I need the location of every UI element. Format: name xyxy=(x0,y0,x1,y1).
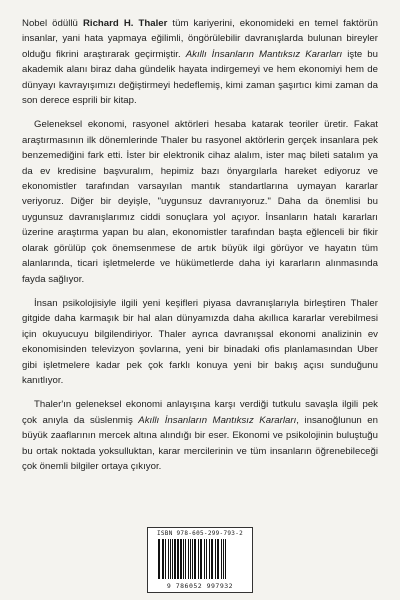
barcode-bar xyxy=(165,539,166,579)
barcode-bar xyxy=(206,539,207,579)
barcode-bar xyxy=(158,539,160,579)
book-title: Akıllı İnsanların Mantıksız Kararları xyxy=(138,414,297,426)
text-run: Nobel ödüllü xyxy=(22,18,83,29)
book-title: Akıllı İnsanların Mantıksız Kararları xyxy=(185,48,343,60)
barcode-number: 9 786052 997932 xyxy=(166,582,234,590)
barcode-bar xyxy=(223,539,224,579)
barcode-bar xyxy=(209,539,210,579)
barcode-bar xyxy=(188,539,189,579)
barcode-block xyxy=(147,527,253,593)
isbn-label: ISBN 978-605-299-793-2 xyxy=(156,530,244,537)
barcode-bar xyxy=(200,539,202,579)
barcode-bar xyxy=(215,539,216,579)
paragraph xyxy=(22,16,378,108)
barcode-bar xyxy=(180,539,182,579)
text-run: İnsan psikolojisiyle ilgili yeni keşifleri piyasa davranışlarıyla birleştiren Thaler gitgide daha karmaşık bir hal alan dünyamızda daha akıllıca kararlar verebilmesi için okuyucuyu bilgilendiriyor. Thaler ayrıca davranışsal ekonomi analizinin ev ekonomisinden televizyon şovlarına, yeni bir binadaki ofis planlamasından Uber gibi işletmelere kadar pek çok farklı konuya yeni bir bakış açısı sunduğunu kanıtlıyor. xyxy=(22,297,378,386)
paragraph xyxy=(22,397,378,474)
barcode-icon xyxy=(158,539,244,579)
blurb-text xyxy=(22,16,378,474)
barcode-bar xyxy=(198,539,199,579)
paragraph xyxy=(22,117,378,286)
barcode-bar xyxy=(190,539,191,579)
barcode-bar xyxy=(194,539,196,579)
barcode-bar xyxy=(225,539,226,579)
barcode-bar xyxy=(170,539,171,579)
barcode-bar xyxy=(204,539,205,579)
barcode-bar xyxy=(192,539,193,579)
text-run: Thaler'ın geleneksel ekonomi anlayışına karşı verdiği tutkulu savaşla ilgili pek çok anıyla da süslenmiş xyxy=(22,399,378,426)
barcode-bar xyxy=(183,539,184,579)
barcode-bar xyxy=(211,539,213,579)
paragraph xyxy=(22,296,378,388)
barcode-bar xyxy=(162,539,164,579)
barcode-bar xyxy=(217,539,219,579)
barcode-bar xyxy=(168,539,169,579)
text-run: , insanoğlunun en büyük zaaflarının mercek altına alındığı bir eser. Ekonomi ve psikolojinin buluştuğu bu ortak noktada yoksulluktan, karar mercilerinin ve tüm insanların öğrenebileceği çok önemli bilgiler ortaya çıkıyor. xyxy=(22,414,378,472)
barcode-bar xyxy=(172,539,173,579)
barcode-bar xyxy=(185,539,186,579)
barcode-bar xyxy=(221,539,222,579)
text-run: tüm kariyerini, ekonomideki en temel faktörün insanlar, yani hata yapmaya eğilimli, öngörülebilir davranışlarda bulunan bireyler olduğu fikrini araştırarak geçirmiştir. xyxy=(22,18,378,60)
text-run: Geleneksel ekonomi, rasyonel aktörleri hesaba katarak teoriler üretir. Fakat araştırmasının ilk dönemlerinde Thaler bu rasyonel aktörlerin gerçek insanlara pek benzemediğini fark etti. İster bir elektronik cihaz alalım, ister maç bileti satalım ya da ev kredisine başvuralım, hepimiz bazı önyargılarla hareket ediyoruz ve ekonomistler tarafından varsayılan mantık standartlarına uymayan kararlar veriyoruz. Diğer bir deyişle, "uygunsuz davranıyoruz." Daha da önemlisi bu uygunsuz davranışlarımız ciddi sonuçlara yol açıyor. İnsanların hatalı kararları üzerine araştırma yapan bu alan, ekonomistler tarafından başta eğlenceli bir fikir olarak görülüp çok önemsenmese de artık büyük ilgi görüyor ve hayatın tüm alanlarında, ticari işletmelerde ve hükümetlerde daha iyi kararların alınmasında fayda sağlıyor. xyxy=(22,119,378,285)
text-run: işte bu akademik alanı biraz daha gündelik hayata indirgemeyi ve hem ekonomiyi hem de dünyayı kavrayışımızı değiştirmeyi hedeflemiş, kimi zaman şaşırtıcı kimi zaman da son derece esprili bir kitap. xyxy=(22,48,379,107)
barcode-bar xyxy=(174,539,176,579)
barcode-bar xyxy=(177,539,179,579)
author-name: Richard H. Thaler xyxy=(82,18,168,29)
